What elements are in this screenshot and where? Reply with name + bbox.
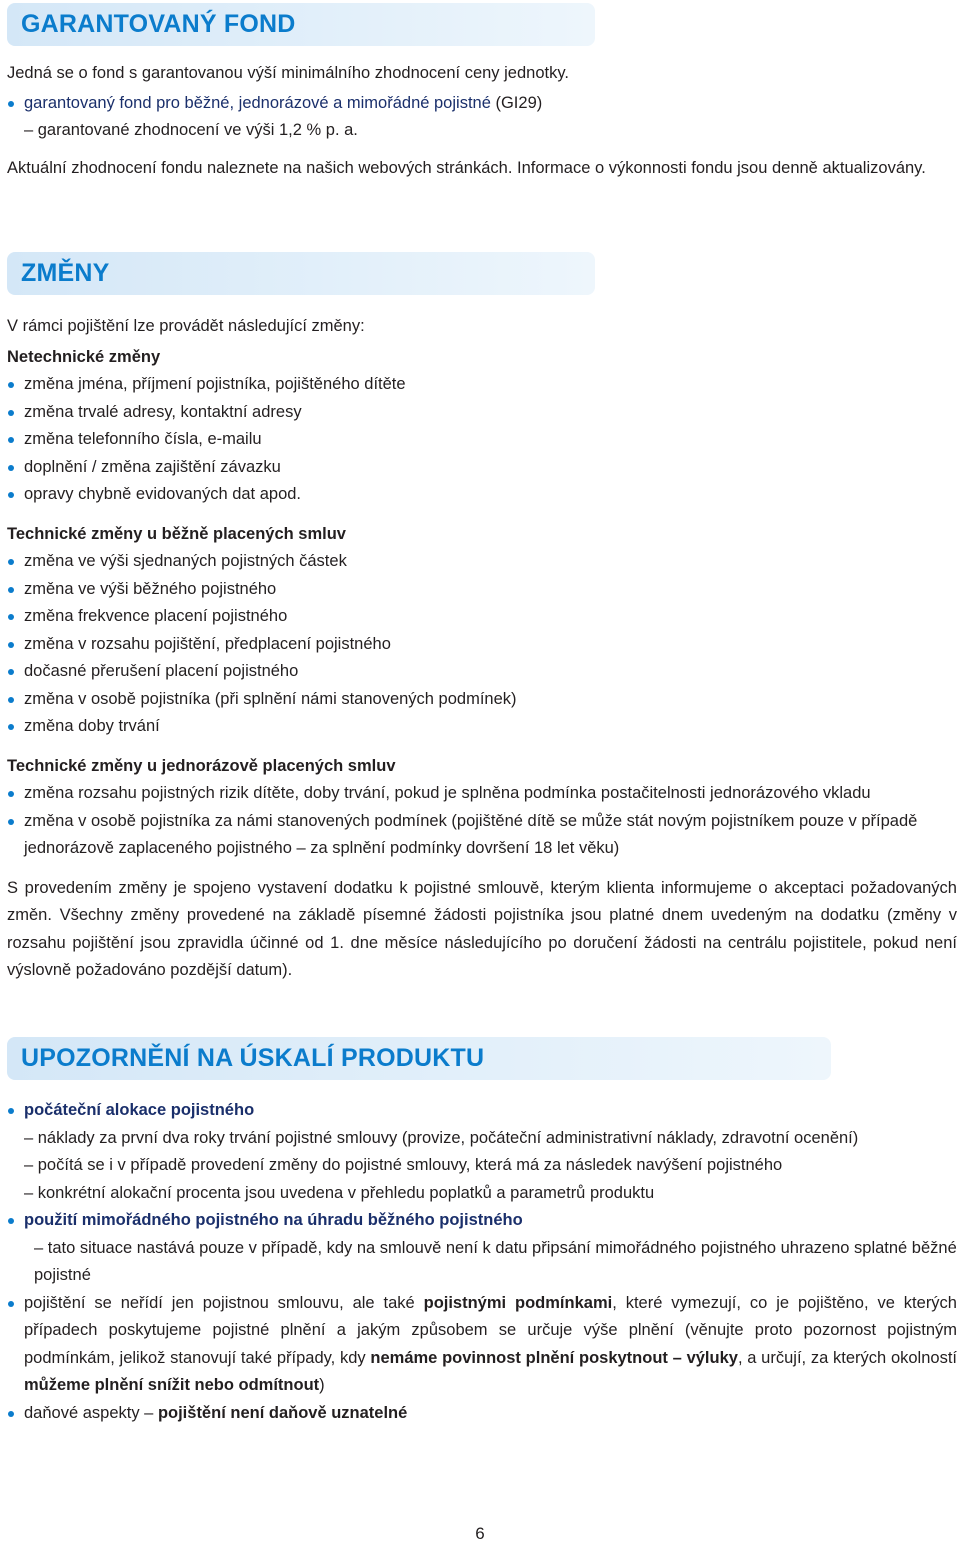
risk-item-title: použití mimořádného pojistného na úhradu běžného pojistného [7, 1207, 957, 1235]
list-item: změna rozsahu pojistných rizik dítěte, doby trvání, pokud je splněna podmínka postačitelnosti jednorázového vkladu [7, 780, 957, 808]
list-item: změna telefonního čísla, e-mailu [7, 426, 957, 454]
list-item: změna v rozsahu pojištění, předplacení pojistného [7, 631, 957, 659]
list-item: doplnění / změna zajištění závazku [7, 454, 957, 482]
risk-text: pojištění se neřídí jen pojistnou smlouvu, ale také [24, 1293, 424, 1312]
risk-text: ) [319, 1376, 325, 1394]
fund-dash: – garantované zhodnocení ve výši 1,2 % p. a. [24, 121, 358, 139]
fund-note: Aktuální zhodnocení fondu naleznete na našich webových stránkách. Informace o výkonnosti fondu jsou denně aktualizovány. [7, 158, 926, 177]
fund-bullet-code: (GI29) [490, 93, 543, 112]
risk-dash: – náklady za první dva roky trvání pojistné smlouvy (provize, počáteční administrativní náklady, zdravotní ocenění) [24, 1128, 859, 1147]
risk-item-title: počáteční alokace pojistného [7, 1097, 957, 1125]
section-title-garantovany-fond [7, 3, 595, 46]
section-upozorneni-body [7, 1097, 957, 1427]
risk-bold: můžeme plnění snížit nebo odmítnout [24, 1376, 320, 1394]
section-title-text: UPOZORNĚNÍ NA ÚSKALÍ PRODUKTU [21, 1044, 485, 1072]
fund-bullet [7, 90, 957, 118]
risk-text: , které vymezují, co je pojištěno, ve kterých případech poskytujeme pojistné plnění a jakým způsobem se určuje výše plnění (věnujte proto pozornost pojistným podmínkám, jelikož stanovují také případy, kdy [24, 1293, 957, 1367]
list-item: změna trvalé adresy, kontaktní adresy [7, 399, 957, 427]
risk-bold: pojištění není daňově uznatelné [157, 1403, 408, 1422]
section-garantovany-fond-body [7, 60, 957, 182]
list-item: změna v osobě pojistníka (při splnění námi stanovených podmínek) [7, 686, 957, 714]
risk-item-conditions [7, 1290, 957, 1400]
risk-bold: nemáme povinnost plnění poskytnout – výluky [370, 1348, 738, 1367]
changes-intro: V rámci pojištění lze provádět následující změny: [7, 317, 365, 335]
list-item: změna doby trvání [7, 713, 957, 741]
risk-dash: – konkrétní alokační procenta jsou uvedena v přehledu poplatků a parametrů produktu [24, 1183, 655, 1202]
list-item: dočasné přerušení placení pojistného [7, 658, 957, 686]
risk-item-tax [7, 1400, 957, 1428]
list-item: opravy chybně evidovaných dat apod. [7, 481, 957, 509]
risk-bold: pojistnými podmínkami [423, 1293, 613, 1312]
page-number: 6 [475, 1524, 485, 1543]
fund-bullet-bold: garantovaný fond pro běžné, jednorázové a mimořádné pojistné [24, 93, 491, 112]
list-item: změna jména, příjmení pojistníka, pojištěného dítěte [7, 371, 957, 399]
section-title-text: ZMĚNY [21, 259, 110, 287]
list-item: změna frekvence placení pojistného [7, 603, 957, 631]
list-item: změna v osobě pojistníka za námi stanovených podmínek (pojištěné dítě se může stát novým pojistníkem pouze v případě jednorázově zaplaceného pojistného – za splnění podmínky dovršení 18 let věku) [7, 808, 957, 863]
list-item: změna ve výši sjednaných pojistných částek [7, 548, 957, 576]
list-item: změna ve výši běžného pojistného [7, 576, 957, 604]
section-title-text: GARANTOVANÝ FOND [21, 10, 296, 38]
group2-title: Technické změny u běžně placených smluv [7, 524, 346, 543]
risk-dash: – tato situace nastává pouze v případě, kdy na smlouvě není k datu připsání mimořádného pojistného uhrazeno splatné běžné pojistné [34, 1238, 957, 1284]
fund-intro: Jedná se o fond s garantovanou výší minimálního zhodnocení ceny jednotky. [7, 64, 569, 82]
section-title-upozorneni [7, 1037, 831, 1080]
risk-dash: – počítá se i v případě provedení změny do pojistné smlouvy, která má za následek navýšení pojistného [24, 1156, 783, 1174]
section-zmeny-body [7, 313, 957, 985]
group1-title: Netechnické změny [7, 347, 161, 366]
changes-closing: S provedením změny je spojeno vystavení dodatku k pojistné smlouvě, kterým klienta informujeme o akceptaci požadovaných změn. Všechny změny provedené na základě písemné žádosti pojistníka jsou platné dnem uvedeným na dodatku (změny v rozsahu pojištění jsou zpravidla účinné od 1. dne měsíce následujícího po doručení žádosti na centrálu pojistitele, pokud není výslovně požadováno pozdější datum). [7, 878, 957, 979]
risk-text: daňové aspekty – [24, 1403, 158, 1422]
risk-text: , a určují, za kterých okolností [737, 1348, 957, 1367]
section-title-zmeny [7, 252, 595, 295]
group3-title: Technické změny u jednorázově placených smluv [7, 756, 396, 775]
